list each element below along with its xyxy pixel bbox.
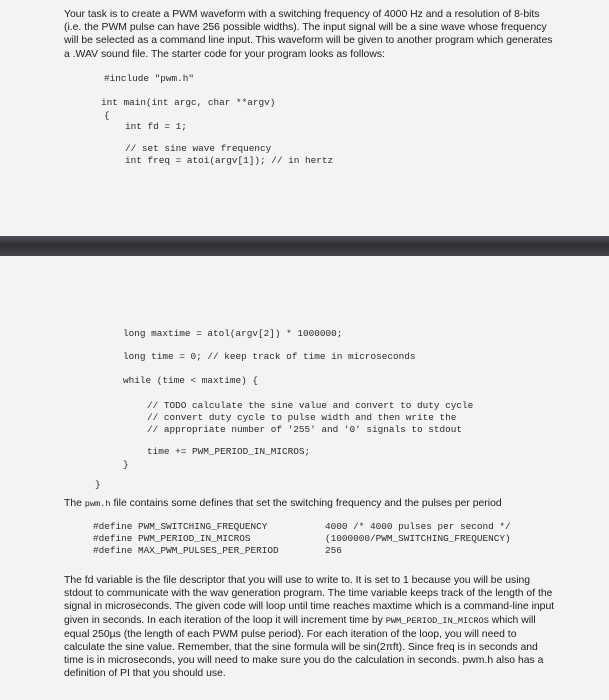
pwm-h-intro bbox=[64, 497, 558, 511]
code-time-line: long time = 0; // keep track of time in microseconds bbox=[123, 351, 416, 362]
code-open-brace: { bbox=[104, 110, 110, 121]
code-while-line: while (time < maxtime) { bbox=[123, 375, 259, 386]
code-maxtime-line: long maxtime = atol(argv[2]) * 1000000; bbox=[123, 328, 343, 339]
code-freq-line: int freq = atoi(argv[1]); // in hertz bbox=[125, 155, 334, 166]
pwm-h-text-1: The bbox=[64, 498, 85, 509]
explanation-text-2: which will equal 250µs (the length of each PWM pulse period). For each iteration of the loop, you will need to calculate the sine value. Remember, that the sine formula will be sin(2πft). Since freq is in seconds and time is in microseconds, you will need to make sure you do the calculation in seconds. pwm.h also has a definition of PI that you should use. bbox=[64, 614, 544, 680]
define-value-period: (1000000/PWM_SWITCHING_FREQUENCY) bbox=[325, 533, 511, 544]
bottom-page-section bbox=[0, 256, 609, 700]
code-comment-frequency: // set sine wave frequency bbox=[125, 143, 272, 154]
code-main-signature: int main(int argc, char **argv) bbox=[101, 97, 276, 108]
screenshot-divider bbox=[0, 236, 609, 256]
define-name-switching: #define PWM_SWITCHING_FREQUENCY bbox=[93, 521, 268, 532]
code-todo-comment: // TODO calculate the sine value and convert to duty cycle bbox=[147, 400, 474, 411]
define-name-max-pulses: #define MAX_PWM_PULSES_PER_PERIOD bbox=[93, 545, 279, 556]
top-page-section bbox=[0, 0, 609, 236]
pwm-h-text-2: file contains some defines that set the switching frequency and the pulses per period bbox=[110, 498, 502, 509]
code-include-line: #include "pwm.h" bbox=[104, 73, 195, 84]
intro-paragraph: Your task is to create a PWM waveform with a switching frequency of 4000 Hz and a resolution of 8-bits (i.e. the PWM pulse can have 256 possible widths). The input signal will be a sine wave whose frequency will be selected as a command line input. This waveform will be given to another program which generates a .WAV sound file. The starter code for your program looks as follows: bbox=[64, 9, 553, 60]
code-appropriate-comment: // appropriate number of '255' and '0' signals to stdout bbox=[147, 424, 463, 435]
code-fd-line: int fd = 1; bbox=[125, 121, 187, 132]
define-value-switching: 4000 /* 4000 pulses per second */ bbox=[325, 521, 511, 532]
code-convert-comment: // convert duty cycle to pulse width and then write the bbox=[147, 412, 457, 423]
code-main-close-brace: } bbox=[95, 479, 101, 490]
explanation-text-1: The fd variable is the file descriptor that you will use to write to. It is set to 1 because you will be using stdout to communicate with the wav generation program. The time variable keeps track of the length of the signal in microseconds. The given code will loop until time reaches maxtime which is a command-line input given in seconds. In each iteration of the loop it will increment time by bbox=[64, 575, 555, 626]
code-while-close-brace: } bbox=[123, 459, 129, 470]
define-name-period: #define PWM_PERIOD_IN_MICROS bbox=[93, 533, 251, 544]
explanation-inline-code: PWM_PERIOD_IN_MICROS bbox=[385, 615, 489, 626]
define-value-max-pulses: 256 bbox=[325, 545, 342, 556]
explanation-paragraph bbox=[64, 574, 558, 681]
pwm-h-filename: pwm.h bbox=[84, 499, 111, 509]
code-time-increment: time += PWM_PERIOD_IN_MICROS; bbox=[147, 446, 311, 457]
